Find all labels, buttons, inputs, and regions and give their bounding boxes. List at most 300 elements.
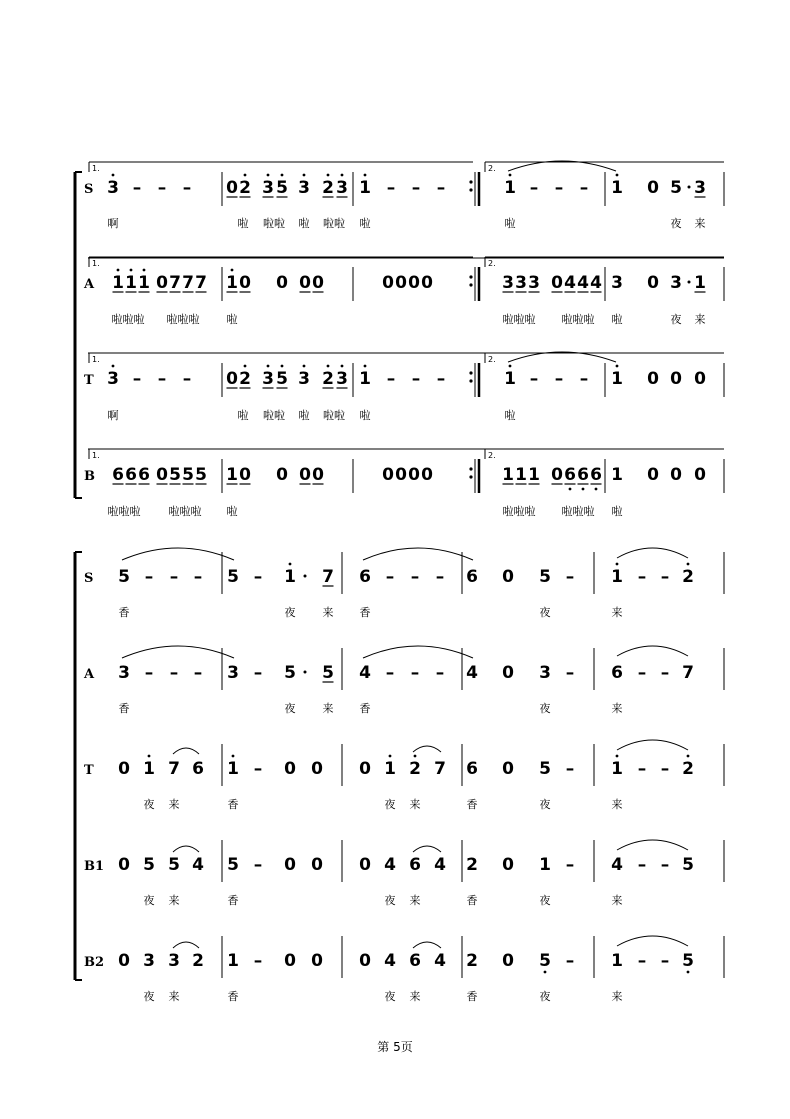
note: 5: [143, 855, 155, 875]
note: 1: [227, 759, 239, 779]
note: 2: [322, 369, 334, 389]
octave-dot-low: [687, 971, 690, 974]
note: 0: [156, 273, 168, 293]
lyric-syllable: 啦啦啦: [561, 313, 595, 326]
octave-dot: [244, 365, 247, 368]
note: –: [436, 178, 446, 198]
lyric-syllable: 啦啦啦: [502, 505, 536, 518]
note: 0: [239, 465, 251, 485]
note: 0: [647, 369, 659, 389]
note: 1: [611, 951, 623, 971]
lyric-syllable: 香: [118, 702, 130, 715]
note: 0: [118, 759, 130, 779]
note: 1: [528, 465, 540, 485]
note: 0: [502, 951, 514, 971]
lyric-syllable: 啦: [237, 217, 249, 230]
note: 0: [408, 273, 420, 293]
octave-dot: [143, 269, 146, 272]
note: –: [253, 567, 263, 587]
octave-dot: [616, 563, 619, 566]
octave-dot: [281, 365, 284, 368]
slur: [413, 942, 441, 948]
note: –: [554, 178, 564, 198]
note: 2: [192, 951, 204, 971]
note: 1: [611, 759, 623, 779]
note: 2: [239, 178, 251, 198]
lyric-syllable: 香: [466, 798, 478, 811]
note: 7: [434, 759, 446, 779]
lyric-syllable: 啦啦啦: [166, 313, 200, 326]
octave-dot: [687, 755, 690, 758]
note: 0: [670, 465, 682, 485]
note: –: [579, 369, 589, 389]
lyric-syllable: 来: [168, 990, 180, 1003]
note: 6: [466, 567, 478, 587]
note: 0: [395, 465, 407, 485]
note: 7: [182, 273, 194, 293]
note: 0: [421, 465, 433, 485]
repeat-dot: [469, 283, 472, 286]
note: 0: [311, 951, 323, 971]
note: –: [435, 663, 445, 683]
note: 1: [611, 369, 623, 389]
note: 4: [564, 273, 576, 293]
lyric-syllable: 啦: [504, 409, 516, 422]
lyric-syllable: 夜: [539, 798, 551, 811]
voice-label: S: [84, 182, 94, 197]
note: 3: [336, 178, 348, 198]
note: 1: [384, 759, 396, 779]
lyric-syllable: 啦啦啦: [111, 313, 145, 326]
lyric-syllable: 啦: [611, 313, 623, 326]
note: 5: [182, 465, 194, 485]
note: 0: [226, 178, 238, 198]
note: 3: [107, 369, 119, 389]
note: 0: [551, 273, 563, 293]
note: 3: [262, 369, 274, 389]
octave-dot: [616, 755, 619, 758]
note: 2: [466, 951, 478, 971]
volta-number: 2.: [488, 355, 496, 364]
note: 0: [694, 465, 706, 485]
lyric-syllable: 夜: [284, 702, 296, 715]
note: 0: [276, 465, 288, 485]
volta-number: 1.: [92, 259, 100, 268]
slur: [617, 840, 688, 850]
note: –: [144, 567, 154, 587]
lyric-syllable: 啦啦: [323, 409, 345, 422]
note: –: [637, 759, 647, 779]
lyric-syllable: 来: [694, 313, 706, 326]
note: 5: [670, 178, 682, 198]
volta-number: 2.: [488, 164, 496, 173]
note: 0: [359, 759, 371, 779]
octave-dot: [289, 563, 292, 566]
note: 3: [143, 951, 155, 971]
octave-dot: [341, 365, 344, 368]
note: 0: [118, 951, 130, 971]
note: –: [660, 951, 670, 971]
note: 3: [502, 273, 514, 293]
note: 1: [504, 178, 516, 198]
note: 0: [421, 273, 433, 293]
lyric-syllable: 来: [322, 606, 334, 619]
note: 0: [359, 951, 371, 971]
lyric-syllable: 啦: [298, 409, 310, 422]
slur: [413, 746, 441, 752]
note: 1: [359, 178, 371, 198]
slur: [617, 548, 688, 558]
note: 3: [298, 369, 310, 389]
note: 7: [195, 273, 207, 293]
lyric-syllable: 夜: [670, 217, 682, 230]
lyric-syllable: 夜: [284, 606, 296, 619]
note: 5: [276, 369, 288, 389]
note: 1: [539, 855, 551, 875]
note: –: [565, 855, 575, 875]
note: 6: [590, 465, 602, 485]
slur: [363, 548, 473, 560]
note: 1: [611, 178, 623, 198]
note: –: [182, 178, 192, 198]
note: 2: [409, 759, 421, 779]
lyric-syllable: 啦啦啦: [168, 505, 202, 518]
lyric-syllable: 夜: [539, 702, 551, 715]
note: 0: [647, 178, 659, 198]
augmentation-dot: [304, 575, 307, 578]
note: 1: [515, 465, 527, 485]
note: –: [385, 567, 395, 587]
note: 4: [466, 663, 478, 683]
octave-dot: [148, 755, 151, 758]
slur: [617, 740, 688, 750]
octave-dot: [231, 269, 234, 272]
note: 3: [611, 273, 623, 293]
note: 7: [168, 759, 180, 779]
lyric-syllable: 啦: [359, 409, 371, 422]
note: –: [529, 369, 539, 389]
lyric-syllable: 啦: [611, 505, 623, 518]
octave-dot: [509, 174, 512, 177]
octave-dot: [281, 174, 284, 177]
note: 0: [284, 759, 296, 779]
note: 7: [169, 273, 181, 293]
repeat-dot: [469, 379, 472, 382]
lyric-syllable: 香: [466, 990, 478, 1003]
note: 3: [118, 663, 130, 683]
lyric-syllable: 香: [227, 894, 239, 907]
note: –: [565, 759, 575, 779]
note: –: [436, 369, 446, 389]
lyric-syllable: 啦: [504, 217, 516, 230]
lyric-syllable: 啦啦: [263, 409, 285, 422]
octave-dot: [341, 174, 344, 177]
lyric-syllable: 夜: [384, 990, 396, 1003]
octave-dot: [327, 174, 330, 177]
lyric-syllable: 来: [611, 798, 623, 811]
note: –: [565, 663, 575, 683]
note: 0: [551, 465, 563, 485]
lyric-syllable: 夜: [539, 606, 551, 619]
note: –: [193, 663, 203, 683]
note: 1: [226, 465, 238, 485]
slur: [173, 846, 199, 852]
note: 5: [682, 855, 694, 875]
note: 5: [227, 567, 239, 587]
voice-label: T: [84, 373, 94, 388]
note: –: [169, 663, 179, 683]
note: 5: [195, 465, 207, 485]
lyric-syllable: 夜: [143, 990, 155, 1003]
note: 6: [138, 465, 150, 485]
note: 0: [359, 855, 371, 875]
octave-dot: [244, 174, 247, 177]
note: –: [637, 951, 647, 971]
note: –: [660, 663, 670, 683]
note: 0: [118, 855, 130, 875]
note: 0: [502, 759, 514, 779]
note: –: [565, 567, 575, 587]
augmentation-dot: [304, 671, 307, 674]
lyric-syllable: 夜: [539, 894, 551, 907]
note: –: [637, 855, 647, 875]
voice-label: A: [84, 277, 95, 292]
note: 3: [262, 178, 274, 198]
octave-dot: [389, 755, 392, 758]
note: –: [529, 178, 539, 198]
lyric-syllable: 啦: [298, 217, 310, 230]
lyric-syllable: 香: [359, 606, 371, 619]
note: 7: [322, 567, 334, 587]
note: 3: [694, 178, 706, 198]
note: 1: [284, 567, 296, 587]
octave-dot: [364, 365, 367, 368]
lyric-syllable: 来: [409, 894, 421, 907]
note: 5: [227, 855, 239, 875]
lyric-syllable: 夜: [384, 798, 396, 811]
note: –: [253, 663, 263, 683]
note: 6: [359, 567, 371, 587]
note: 1: [125, 273, 137, 293]
octave-dot: [687, 563, 690, 566]
note: –: [565, 951, 575, 971]
lyric-syllable: 啦: [237, 409, 249, 422]
note: 4: [384, 951, 396, 971]
note: 0: [311, 855, 323, 875]
note: 7: [682, 663, 694, 683]
note: 3: [107, 178, 119, 198]
note: –: [637, 663, 647, 683]
voice-label: S: [84, 571, 94, 586]
note: 3: [298, 178, 310, 198]
note: 6: [409, 855, 421, 875]
note: 5: [276, 178, 288, 198]
note: 6: [112, 465, 124, 485]
octave-dot: [414, 755, 417, 758]
note: 3: [336, 369, 348, 389]
lyric-syllable: 来: [611, 990, 623, 1003]
note: 3: [528, 273, 540, 293]
slur: [173, 748, 199, 754]
note: 2: [322, 178, 334, 198]
note: –: [660, 759, 670, 779]
note: 0: [299, 465, 311, 485]
slur: [617, 646, 688, 656]
note: –: [386, 178, 396, 198]
lyric-syllable: 来: [409, 798, 421, 811]
note: 6: [409, 951, 421, 971]
note: 6: [125, 465, 137, 485]
note: –: [144, 663, 154, 683]
slur: [617, 936, 688, 946]
note: 0: [647, 465, 659, 485]
note: –: [411, 369, 421, 389]
lyric-syllable: 香: [227, 990, 239, 1003]
lyric-syllable: 夜: [670, 313, 682, 326]
note: 2: [682, 759, 694, 779]
note: 0: [502, 855, 514, 875]
note: 3: [227, 663, 239, 683]
voice-label: B: [84, 469, 95, 484]
lyric-syllable: 来: [611, 702, 623, 715]
note: 0: [284, 951, 296, 971]
slur: [413, 846, 441, 852]
lyric-syllable: 香: [359, 702, 371, 715]
volta-number: 1.: [92, 451, 100, 460]
slur: [122, 548, 234, 560]
lyric-syllable: 啊: [107, 217, 119, 230]
note: 0: [312, 465, 324, 485]
note: 5: [169, 465, 181, 485]
lyric-syllable: 来: [611, 894, 623, 907]
lyric-syllable: 啦啦啦: [107, 505, 141, 518]
lyric-syllable: 来: [168, 798, 180, 811]
note: 1: [143, 759, 155, 779]
octave-dot: [303, 365, 306, 368]
note: –: [169, 567, 179, 587]
note: –: [253, 855, 263, 875]
note: 4: [434, 855, 446, 875]
note: 5: [539, 759, 551, 779]
note: 0: [276, 273, 288, 293]
note: 1: [611, 567, 623, 587]
note: 0: [311, 759, 323, 779]
octave-dot-low: [582, 488, 585, 491]
lyric-syllable: 啦啦啦: [502, 313, 536, 326]
lyric-syllable: 来: [694, 217, 706, 230]
octave-dot: [267, 174, 270, 177]
note: 3: [515, 273, 527, 293]
note: 0: [299, 273, 311, 293]
note: 2: [682, 567, 694, 587]
note: 4: [590, 273, 602, 293]
voice-label: B1: [84, 859, 105, 874]
note: 1: [227, 951, 239, 971]
note: –: [157, 178, 167, 198]
note: –: [435, 567, 445, 587]
note: –: [385, 663, 395, 683]
note: 0: [312, 273, 324, 293]
note: 6: [192, 759, 204, 779]
note: 1: [694, 273, 706, 293]
note: 0: [670, 369, 682, 389]
voice-label: B2: [84, 955, 105, 970]
lyric-syllable: 香: [118, 606, 130, 619]
lyric-syllable: 啦啦: [323, 217, 345, 230]
note: –: [579, 178, 589, 198]
note: –: [554, 369, 564, 389]
note: 2: [466, 855, 478, 875]
octave-dot: [616, 174, 619, 177]
note: –: [660, 855, 670, 875]
octave-dot-low: [569, 488, 572, 491]
note: 3: [539, 663, 551, 683]
note: 3: [670, 273, 682, 293]
note: 5: [168, 855, 180, 875]
octave-dot-low: [595, 488, 598, 491]
note: –: [182, 369, 192, 389]
lyric-syllable: 香: [227, 798, 239, 811]
note: –: [660, 567, 670, 587]
note: 1: [504, 369, 516, 389]
note: 5: [118, 567, 130, 587]
volta-number: 2.: [488, 451, 496, 460]
note: –: [410, 567, 420, 587]
note: 0: [284, 855, 296, 875]
octave-dot: [130, 269, 133, 272]
note: 0: [502, 663, 514, 683]
lyric-syllable: 香: [466, 894, 478, 907]
note: 5: [539, 951, 551, 971]
lyric-syllable: 啦: [359, 217, 371, 230]
note: –: [132, 178, 142, 198]
volta-number: 1.: [92, 355, 100, 364]
note: –: [410, 663, 420, 683]
augmentation-dot: [688, 186, 691, 189]
note: 1: [226, 273, 238, 293]
octave-dot: [509, 365, 512, 368]
octave-dot: [112, 174, 115, 177]
octave-dot: [117, 269, 120, 272]
lyric-syllable: 啊: [107, 409, 119, 422]
volta-number: 1.: [92, 164, 100, 173]
note: –: [132, 369, 142, 389]
lyric-syllable: 啦啦: [263, 217, 285, 230]
slur: [122, 646, 234, 658]
volta-number: 2.: [488, 259, 496, 268]
note: 4: [384, 855, 396, 875]
note: 0: [239, 273, 251, 293]
octave-dot-low: [544, 971, 547, 974]
lyric-syllable: 啦啦啦: [561, 505, 595, 518]
note: –: [386, 369, 396, 389]
note: 4: [434, 951, 446, 971]
note: 0: [502, 567, 514, 587]
note: –: [637, 567, 647, 587]
lyric-syllable: 来: [168, 894, 180, 907]
repeat-dot: [469, 475, 472, 478]
lyrics: [108, 216, 706, 1003]
note: 0: [156, 465, 168, 485]
octave-dot: [616, 365, 619, 368]
octave-dot: [232, 755, 235, 758]
repeat-dot: [469, 275, 472, 278]
lyric-syllable: 夜: [384, 894, 396, 907]
lyric-syllable: 啦: [226, 505, 238, 518]
note: 0: [382, 273, 394, 293]
note: 4: [577, 273, 589, 293]
note: 4: [359, 663, 371, 683]
